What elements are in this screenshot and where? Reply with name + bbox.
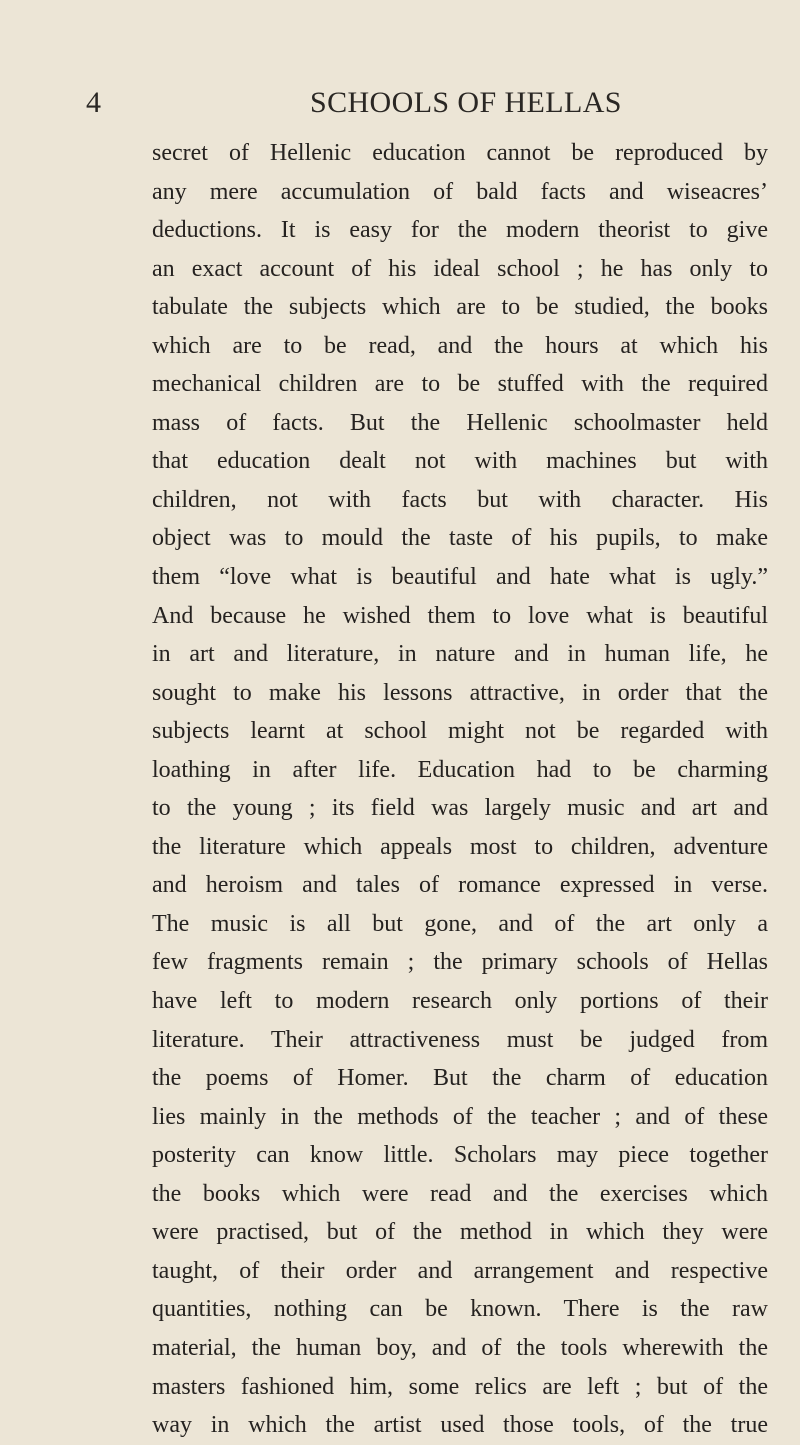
text-line: few fragments remain ; the primary schools of Hellas: [152, 949, 768, 976]
text-line: way in which the artist used those tools, of the true: [152, 1412, 768, 1439]
text-line: mechanical children are to be stuffed with the required: [152, 371, 768, 398]
text-line: And because he wished them to love what is beautiful: [152, 602, 768, 629]
text-line: the poems of Homer. But the charm of education: [152, 1065, 768, 1092]
text-line: tabulate the subjects which are to be studied, the books: [152, 294, 768, 321]
text-line: the books which were read and the exercises which: [152, 1180, 768, 1207]
text-line: an exact account of his ideal school ; he has only to: [152, 255, 768, 282]
text-line: object was to mould the taste of his pupils, to make: [152, 525, 768, 552]
text-line: deductions. It is easy for the modern theorist to give: [152, 217, 768, 244]
body-text: [152, 134, 768, 1445]
text-line: posterity can know little. Scholars may piece together: [152, 1142, 768, 1169]
text-line: sought to make his lessons attractive, in order that the: [152, 679, 768, 706]
text-line: literature. Their attractiveness must be judged from: [152, 1026, 768, 1053]
text-line: taught, of their order and arrangement and respective: [152, 1257, 768, 1284]
text-line: in art and literature, in nature and in human life, he: [152, 641, 768, 668]
text-line: quantities, nothing can be known. There is the raw: [152, 1296, 768, 1323]
running-title: SCHOOLS OF HELLAS: [310, 86, 622, 119]
text-line: subjects learnt at school might not be regarded with: [152, 718, 768, 745]
text-line: were practised, but of the method in which they were: [152, 1219, 768, 1246]
text-line: secret of Hellenic education cannot be reproduced by: [152, 140, 768, 166]
text-line: loathing in after life. Education had to be charming: [152, 756, 768, 783]
text-line: that education dealt not with machines but with: [152, 448, 768, 475]
text-line: have left to modern research only portions of their: [152, 988, 768, 1015]
text-line: lies mainly in the methods of the teacher ; and of these: [152, 1103, 768, 1130]
text-line: masters fashioned him, some relics are left ; but of the: [152, 1373, 768, 1400]
text-line: The music is all but gone, and of the art only a: [152, 910, 768, 937]
running-head: [0, 83, 800, 123]
text-line: mass of facts. But the Hellenic schoolmaster held: [152, 409, 768, 436]
text-line: to the young ; its field was largely music and art and: [152, 795, 768, 822]
text-line: them “love what is beautiful and hate what is ugly.”: [152, 564, 768, 591]
text-line: any mere accumulation of bald facts and wiseacres’: [152, 178, 768, 205]
text-line: children, not with facts but with character. His: [152, 486, 768, 513]
text-line: the literature which appeals most to children, adventure: [152, 833, 768, 860]
text-line: material, the human boy, and of the tools wherewith the: [152, 1334, 768, 1361]
text-line: and heroism and tales of romance expressed in verse.: [152, 872, 768, 899]
text-line: which are to be read, and the hours at which his: [152, 332, 768, 359]
page-number: 4: [86, 86, 101, 119]
